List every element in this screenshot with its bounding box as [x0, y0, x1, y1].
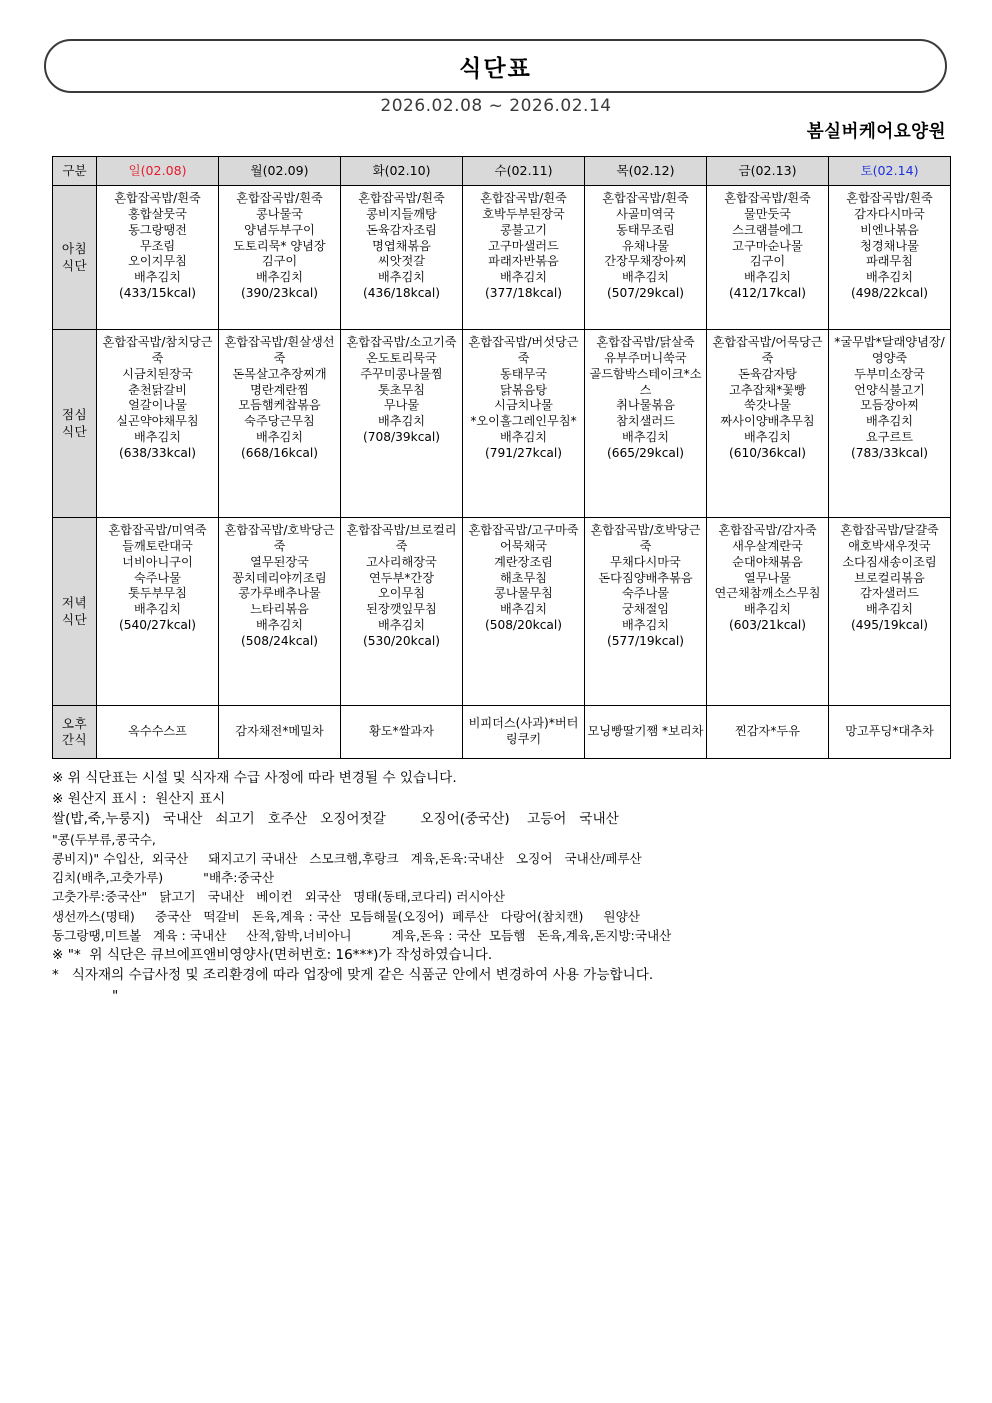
menu-item-line: 애호박새우젓국	[848, 538, 931, 553]
menu-item-line: 찐감자*두유	[735, 724, 800, 739]
page-title: 식단표	[459, 55, 532, 82]
facility-name: 봄실버케어요양원	[806, 122, 946, 142]
menu-cell-breakfast-sun	[97, 186, 219, 330]
menu-item-line: (507/29kcal)	[607, 286, 684, 301]
menu-cell-dinner-tue	[341, 518, 463, 706]
menu-item-line: 유부주머니쑥국	[604, 350, 687, 365]
menu-item-line: 쑥갓나물	[743, 398, 792, 413]
menu-item-line: 혼합잡곡밥/흰죽	[602, 191, 689, 205]
title-pill-border	[44, 39, 947, 93]
row-label-snack	[53, 706, 97, 759]
menu-item-line: 혼합잡곡밥/소고기죽	[346, 335, 457, 349]
menu-item-line: 배추김치	[621, 270, 670, 285]
menu-item-line: 짜사이양배추무침	[720, 414, 815, 429]
menu-item-line: 동태무국	[499, 366, 548, 381]
menu-cell-breakfast-tue	[341, 186, 463, 330]
row-label-breakfast-line2: 식단	[61, 257, 88, 273]
menu-item-line: *오이홀그레인무침*	[470, 414, 577, 429]
menu-cell-breakfast-wed	[463, 186, 585, 330]
header-cell-category: 구분	[53, 157, 97, 186]
menu-item-line: 콩가루배추나물	[238, 586, 321, 601]
menu-item-line: 혼합잡곡밥/참치당근죽	[102, 335, 213, 365]
menu-item-line: (610/36kcal)	[729, 446, 806, 461]
menu-item-line: 새우살계란국	[732, 538, 803, 553]
menu-cell-lunch-mon	[219, 330, 341, 518]
menu-item-line: 망고푸딩*대추차	[845, 724, 934, 739]
menu-item-line: (783/33kcal)	[851, 446, 928, 461]
menu-item-line: 열무나물	[743, 570, 792, 585]
menu-item-line: 배추김치	[255, 430, 304, 445]
menu-item-line: 콩나물국	[255, 206, 304, 221]
menu-item-line: 느타리볶음	[250, 602, 309, 617]
menu-item-line: 들깨토란대국	[122, 538, 193, 553]
menu-item-line: 감자채전*메밀차	[235, 724, 324, 739]
menu-item-line: 혼합잡곡밥/흰죽	[236, 191, 323, 205]
note-line: 동그랑땡,미트볼 계육 : 국내산 산적,함박,너비아니 계육,돈육 : 국산 모듬햄 돈육,계육,돈지방:국내산	[52, 927, 672, 943]
menu-item-line: 해초무침	[499, 570, 548, 585]
menu-cell-breakfast-mon	[219, 186, 341, 330]
menu-item-line: 혼합잡곡밥/호박당근죽	[224, 523, 335, 553]
menu-cell-snack-mon	[219, 706, 341, 759]
menu-item-line: (436/18kcal)	[363, 286, 440, 301]
menu-item-line: 고구마순나물	[732, 238, 803, 253]
menu-item-line: (495/19kcal)	[851, 618, 928, 633]
menu-item-line: 콩불고기	[499, 222, 548, 237]
menu-item-line: 배추김치	[133, 602, 182, 617]
menu-item-line: 혼합잡곡밥/버섯당근죽	[468, 335, 579, 365]
menu-item-line: 골드함박스테이크*소스	[589, 366, 702, 397]
menu-item-line: (668/16kcal)	[241, 446, 318, 461]
menu-item-line: 옥수수스프	[128, 724, 187, 739]
menu-table	[52, 156, 951, 759]
menu-item-line: 비피더스(사과)*버터링쿠키	[468, 716, 579, 746]
menu-item-line: (530/20kcal)	[363, 634, 440, 649]
menu-item-line: (508/24kcal)	[241, 634, 318, 649]
menu-item-line: 배추김치	[377, 414, 426, 429]
menu-item-line: 감자다시마국	[854, 206, 925, 221]
menu-item-line: 돈목살고추장찌개	[232, 366, 327, 381]
menu-item-line: 얼갈이나물	[128, 398, 187, 413]
menu-item-line: 두부미소장국	[854, 366, 925, 381]
header-row	[53, 157, 951, 186]
menu-item-line: 너비아니구이	[122, 554, 193, 569]
menu-item-line: 모듬장아찌	[860, 398, 919, 413]
menu-item-line: 궁채절임	[621, 602, 670, 617]
menu-item-line: 혼합잡곡밥/흰살생선죽	[224, 335, 335, 365]
header-cell-wednesday: 수(02.11)	[463, 157, 585, 186]
menu-cell-snack-fri	[707, 706, 829, 759]
menu-item-line: 혼합잡곡밥/브로컬리죽	[346, 523, 457, 553]
menu-cell-snack-sat	[829, 706, 951, 759]
menu-item-line: (603/21kcal)	[729, 618, 806, 633]
header-cell-friday: 금(02.13)	[707, 157, 829, 186]
row-label-dinner	[53, 518, 97, 706]
menu-item-line: 춘천닭갈비	[128, 382, 187, 397]
note-line: 생선까스(명태) 중국산 떡갈비 돈육,계육 : 국산 모듬해물(오징어) 페루산 다랑어(참치캔) 원양산	[52, 908, 640, 924]
menu-item-line: 배추김치	[865, 414, 914, 429]
table-row-dinner	[53, 518, 951, 706]
menu-item-line: 배추김치	[133, 430, 182, 445]
menu-item-line: 톳두부무침	[128, 586, 187, 601]
menu-item-line: 돈다짐양배추볶음	[598, 570, 693, 585]
menu-item-line: 배추김치	[743, 430, 792, 445]
menu-item-line: 계란장조림	[494, 554, 553, 569]
menu-table-header	[53, 157, 951, 186]
row-label-dinner-line2: 식단	[61, 611, 88, 627]
menu-cell-snack-thu	[585, 706, 707, 759]
menu-item-line: 무나물	[383, 398, 420, 413]
menu-item-line: 김구이	[749, 254, 786, 269]
menu-item-line: *굴무밥*달래양념장/영양죽	[834, 335, 945, 365]
menu-item-line: 배추김치	[865, 270, 914, 285]
menu-item-line: 김구이	[261, 254, 298, 269]
row-label-snack-line1: 오후	[61, 715, 88, 731]
menu-item-line: 요구르트	[865, 430, 914, 445]
menu-item-line: 배추김치	[499, 270, 548, 285]
menu-cell-breakfast-sat	[829, 186, 951, 330]
menu-item-line: 혼합잡곡밥/감자죽	[718, 523, 817, 537]
menu-item-line: 동그랑땡전	[128, 222, 187, 237]
menu-cell-dinner-sat	[829, 518, 951, 706]
menu-item-line: 파래무침	[865, 254, 914, 269]
menu-item-line: 혼합잡곡밥/달걀죽	[840, 523, 939, 537]
menu-item-line: 파래자반볶음	[488, 254, 559, 269]
menu-item-line: 연두부*간장	[369, 570, 434, 585]
note-line: ※ "* 위 식단은 큐브에프앤비영양사(면허번호: 16***)가 작성하였습니다.	[52, 946, 493, 963]
menu-item-line: 배추김치	[621, 618, 670, 633]
menu-item-line: (498/22kcal)	[851, 286, 928, 301]
menu-item-line: 사골미역국	[616, 206, 675, 221]
menu-item-line: 배추김치	[499, 430, 548, 445]
table-row-breakfast	[53, 186, 951, 330]
title-banner	[44, 39, 947, 93]
row-label-lunch-line2: 식단	[61, 423, 88, 439]
menu-cell-breakfast-fri	[707, 186, 829, 330]
menu-item-line: 된장깻잎무침	[366, 602, 437, 617]
menu-item-line: (638/33kcal)	[119, 446, 196, 461]
menu-item-line: 무채다시마국	[610, 554, 681, 569]
menu-item-line: 명엽채볶음	[372, 238, 431, 253]
menu-item-line: 고구마샐러드	[488, 238, 559, 253]
table-row-snack	[53, 706, 951, 759]
menu-item-line: (577/19kcal)	[607, 634, 684, 649]
menu-cell-snack-wed	[463, 706, 585, 759]
menu-item-line: 양념두부구이	[244, 222, 315, 237]
menu-item-line: 톳초무침	[377, 382, 426, 397]
menu-item-line: 고사리해장국	[366, 554, 437, 569]
menu-item-line: 배추김치	[377, 270, 426, 285]
note-line: 김치(배추,고춧가루) "배추:중국산	[52, 870, 275, 886]
menu-item-line: 배추김치	[621, 430, 670, 445]
menu-item-line: 모닝빵딸기쨈 *보리차	[587, 724, 704, 739]
menu-item-line: 스크램블에그	[732, 222, 803, 237]
menu-item-line: 황도*쌀과자	[369, 724, 434, 739]
menu-item-line: (508/20kcal)	[485, 618, 562, 633]
date-range: 2026.02.08 ~ 2026.02.14	[380, 96, 612, 116]
menu-item-line: 배추김치	[865, 602, 914, 617]
menu-table-body	[53, 186, 951, 759]
note-line: ※ 원산지 표시 : 원산지 표시	[52, 790, 226, 807]
menu-cell-lunch-fri	[707, 330, 829, 518]
menu-item-line: 혼합잡곡밥/흰죽	[846, 191, 933, 205]
note-line: * 식자재의 수급사정 및 조리환경에 따라 업장에 맞게 같은 식품군 안에서 변경하여 사용 가능합니다.	[52, 967, 654, 984]
menu-cell-lunch-tue	[341, 330, 463, 518]
row-label-snack-line2: 간식	[61, 732, 88, 747]
menu-item-line: 온도토리묵국	[366, 350, 437, 365]
menu-item-line: 혼합잡곡밥/흰죽	[724, 191, 811, 205]
menu-item-line: 꽁치데리야끼조림	[232, 570, 327, 585]
menu-item-line: 돈육감자탕	[738, 366, 797, 381]
menu-item-line: 혼합잡곡밥/흰죽	[358, 191, 445, 205]
menu-item-line: 순대야채볶음	[732, 554, 803, 569]
menu-item-line: 동태무조림	[616, 222, 675, 237]
menu-item-line: (390/23kcal)	[241, 286, 318, 301]
menu-item-line: 열무된장국	[250, 554, 309, 569]
menu-item-line: 혼합잡곡밥/고구마죽	[468, 523, 579, 537]
menu-item-line: 주꾸미콩나물찜	[360, 366, 443, 381]
menu-item-line: 혼합잡곡밥/미역죽	[108, 523, 207, 537]
menu-item-line: 감자샐러드	[860, 586, 919, 601]
menu-cell-lunch-sat	[829, 330, 951, 518]
menu-item-line: 오이지무침	[128, 254, 187, 269]
menu-item-line: 무조림	[139, 238, 176, 253]
menu-item-line: 청경채나물	[860, 238, 919, 253]
menu-item-line: 배추김치	[743, 602, 792, 617]
menu-item-line: 배추김치	[499, 602, 548, 617]
menu-cell-snack-tue	[341, 706, 463, 759]
row-label-breakfast-line1: 아침	[61, 241, 88, 257]
menu-item-line: 숙주나물	[621, 586, 670, 601]
menu-item-line: 도토리묵* 양념장	[233, 238, 326, 253]
menu-item-line: (540/27kcal)	[119, 618, 196, 633]
note-line: ※ 위 식단표는 시설 및 식자재 수급 사정에 따라 변경될 수 있습니다.	[52, 770, 457, 786]
menu-item-line: 홍합살뭇국	[128, 206, 187, 221]
menu-cell-dinner-thu	[585, 518, 707, 706]
menu-cell-dinner-wed	[463, 518, 585, 706]
menu-item-line: 돈육감자조림	[366, 222, 437, 237]
menu-cell-lunch-sun	[97, 330, 219, 518]
menu-item-line: 숙주당근무침	[244, 414, 315, 429]
menu-item-line: 고추잡채*꽃빵	[729, 382, 806, 397]
menu-item-line: 오이무침	[377, 586, 426, 601]
menu-item-line: 시금치된장국	[122, 366, 193, 381]
row-label-breakfast	[53, 186, 97, 330]
header-cell-saturday: 토(02.14)	[829, 157, 951, 186]
menu-item-line: 배추김치	[255, 618, 304, 633]
menu-item-line: (433/15kcal)	[119, 286, 196, 301]
menu-cell-lunch-thu	[585, 330, 707, 518]
menu-item-line: 혼합잡곡밥/호박당근죽	[590, 523, 701, 553]
menu-cell-dinner-mon	[219, 518, 341, 706]
note-line: "	[112, 988, 119, 1005]
menu-item-line: 취나물볶음	[616, 398, 675, 413]
menu-item-line: 시금치나물	[494, 398, 553, 413]
menu-item-line: 물만둣국	[743, 206, 792, 221]
menu-item-line: (412/17kcal)	[729, 286, 806, 301]
menu-item-line: (791/27kcal)	[485, 446, 562, 461]
footer-notes	[52, 768, 952, 1007]
menu-cell-dinner-fri	[707, 518, 829, 706]
menu-item-line: 배추김치	[255, 270, 304, 285]
menu-item-line: 호박두부된장국	[482, 206, 565, 221]
menu-item-line: 닭볶음탕	[499, 382, 548, 397]
menu-item-line: 참치샐러드	[616, 414, 675, 429]
menu-item-line: 비엔나볶음	[860, 222, 919, 237]
menu-item-line: 콩비지들깨탕	[366, 206, 437, 221]
menu-cell-breakfast-thu	[585, 186, 707, 330]
row-label-dinner-line1: 저녁	[61, 595, 88, 611]
menu-item-line: 언양식불고기	[854, 382, 925, 397]
menu-item-line: 간장무채장아찌	[604, 254, 687, 269]
menu-item-line: (377/18kcal)	[485, 286, 562, 301]
note-line: 쌀(밥,죽,누룽지) 국내산 쇠고기 호주산 오징어젓갈 오징어(중국산) 고등어 국내산	[52, 811, 619, 828]
menu-item-line: (665/29kcal)	[607, 446, 684, 461]
menu-cell-snack-sun	[97, 706, 219, 759]
menu-item-line: 배추김치	[377, 618, 426, 633]
menu-item-line: 어묵채국	[499, 538, 548, 553]
header-cell-tuesday: 화(02.10)	[341, 157, 463, 186]
menu-item-line: 씨앗젓갈	[377, 254, 426, 269]
header-cell-sunday: 일(02.08)	[97, 157, 219, 186]
header-cell-monday: 월(02.09)	[219, 157, 341, 186]
table-row-lunch	[53, 330, 951, 518]
menu-item-line: 혼합잡곡밥/흰죽	[480, 191, 567, 205]
menu-item-line: 배추김치	[133, 270, 182, 285]
menu-item-line: 소다짐새송이조림	[842, 554, 937, 569]
menu-item-line: 혼합잡곡밥/어묵당근죽	[712, 335, 823, 365]
menu-item-line: 모듬햄케찹볶음	[238, 398, 321, 413]
menu-cell-lunch-wed	[463, 330, 585, 518]
menu-cell-dinner-sun	[97, 518, 219, 706]
note-line: "콩(두부류,콩국수,	[52, 831, 156, 847]
menu-item-line: 유채나물	[621, 238, 670, 253]
menu-item-line: 명란계란찜	[250, 382, 309, 397]
menu-item-line: 콩나물무침	[494, 586, 553, 601]
note-line: 콩비지)" 수입산, 외국산 돼지고기 국내산 스모크햄,후랑크 계육,돈육:국내산 오징어 국내산/페루산	[52, 851, 642, 867]
menu-item-line: 브로컬리볶음	[854, 570, 925, 585]
menu-item-line: 연근채참깨소스무침	[714, 586, 821, 601]
menu-item-line: 배추김치	[743, 270, 792, 285]
menu-item-line: (708/39kcal)	[363, 430, 440, 445]
menu-item-line: 숙주나물	[133, 570, 182, 585]
row-label-lunch-line1: 점심	[61, 407, 88, 423]
header-cell-thursday: 목(02.12)	[585, 157, 707, 186]
row-label-lunch	[53, 330, 97, 518]
menu-item-line: 혼합잡곡밥/흰죽	[114, 191, 201, 205]
menu-item-line: 실곤약야채무침	[116, 414, 199, 429]
menu-item-line: 혼합잡곡밥/닭살죽	[596, 335, 695, 349]
note-line: 고춧가루:중국산" 닭고기 국내산 베이컨 외국산 명태(동태,코다리) 러시아산	[52, 889, 505, 905]
